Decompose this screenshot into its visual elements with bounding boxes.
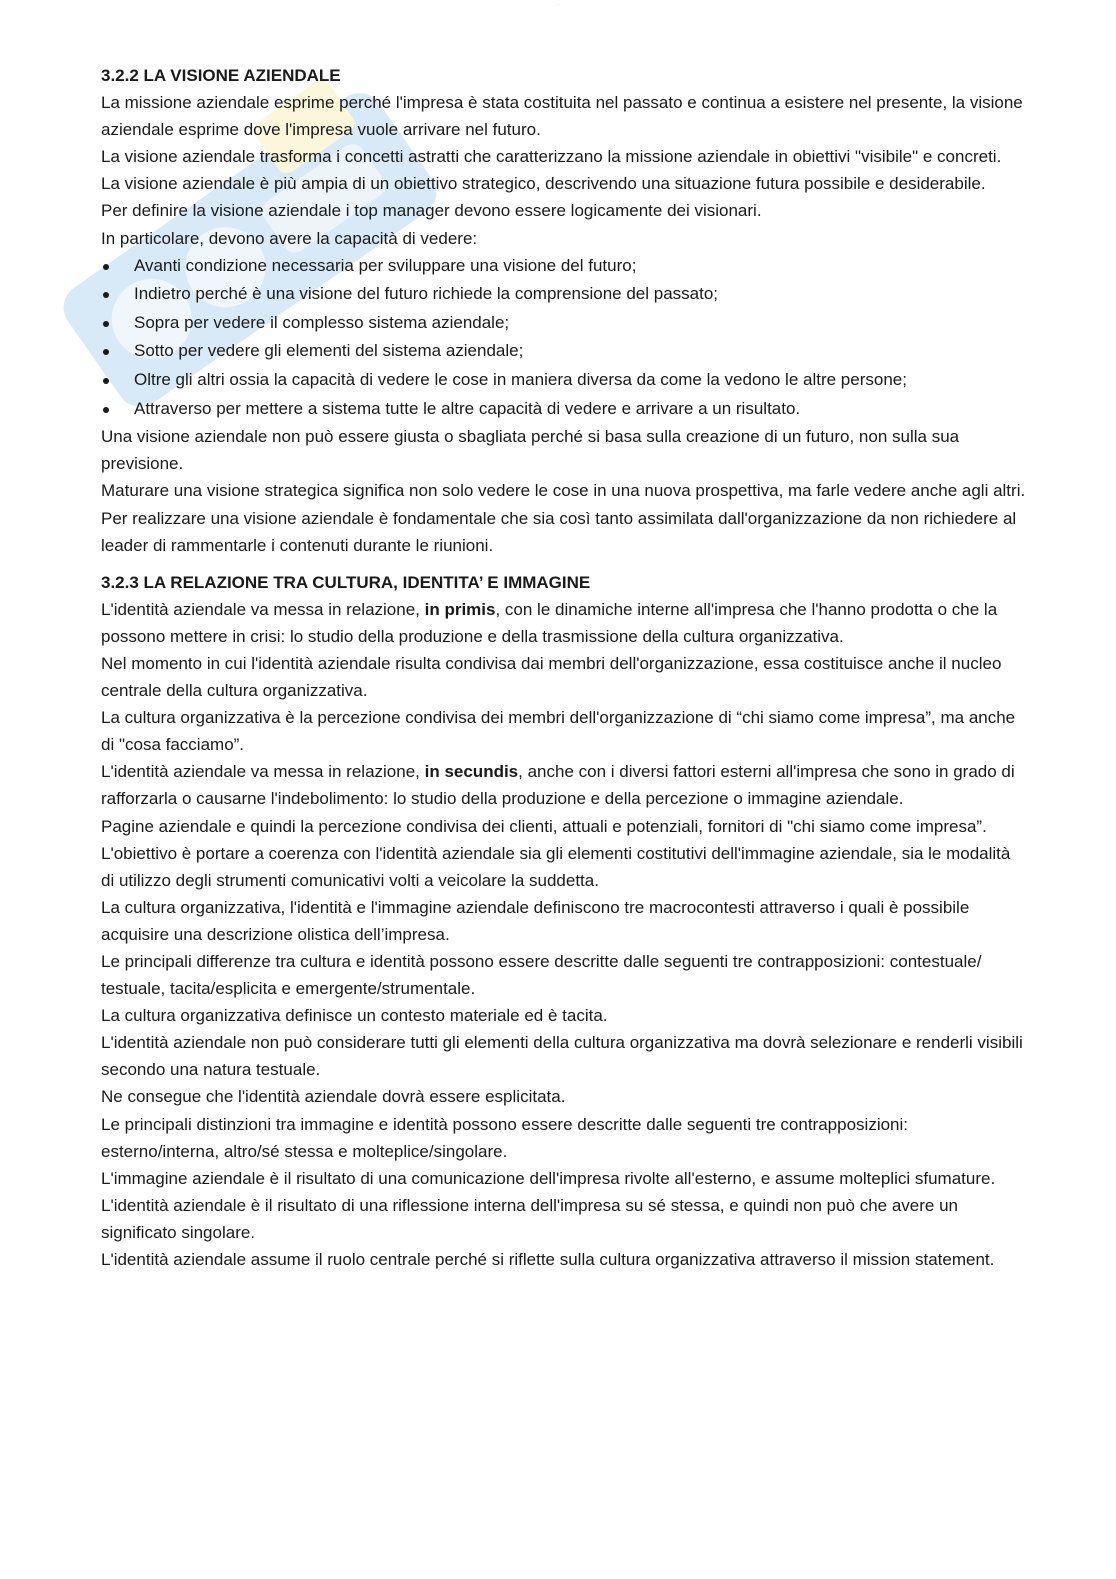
text-run: L'identità aziendale va messa in relazione, <box>101 599 425 619</box>
list-item <box>101 309 1026 338</box>
list-item <box>101 366 1026 395</box>
paragraph: La cultura organizzativa, l'identità e l'immagine aziendale definiscono tre macrocontesti attraverso i quali è possibile acquisire una descrizione olistica dell’impresa. <box>101 897 970 944</box>
paragraph: L'immagine aziendale è il risultato di una comunicazione dell'impresa rivolte all'esterno, e assume molteplici sfumature. <box>101 1168 996 1188</box>
paragraph <box>101 758 1026 812</box>
paragraph: Per realizzare una visione aziendale è fondamentale che sia così tanto assimilata dall'organizzazione da non richiedere al leader di rammentarle i contenuti durante le riunioni. <box>101 508 1017 555</box>
paragraph: Le principali differenze tra cultura e identità possono essere descritte dalle seguenti tre contrapposizioni: contestuale/ testuale, tacita/esplicita e emergente/strumentale. <box>101 952 982 999</box>
paragraph: Una visione aziendale non può essere giusta o sbagliata perché si basa sulla creazione di un futuro, non sulla sua previsione. <box>101 427 960 474</box>
section-1-paragraphs-b <box>101 423 1026 558</box>
bullet-icon <box>103 292 109 298</box>
bullet-icon <box>103 264 109 270</box>
paragraph: Le principali distinzioni tra immagine e identità possono essere descritte dalle seguenti tre contrapposizioni: esterno/interna, altro/sé stessa e molteplice/singolare. <box>101 1114 909 1161</box>
list-item-text: Sotto per vedere gli elementi del sistema aziendale; <box>134 341 524 361</box>
paragraph: L'identità aziendale è il risultato di una riflessione interna dell'impresa su sé stessa, e quindi non può che avere un significato singolare. <box>101 1195 959 1242</box>
section-heading-visione: 3.2.2 LA VISIONE AZIENDALE <box>101 66 341 85</box>
paragraph: L'identità aziendale non può considerare tutti gli elementi della cultura organizzativa ma dovrà selezionare e renderli visibili secondo una natura testuale. <box>101 1033 1023 1080</box>
list-item-text: Sopra per vedere il complesso sistema aziendale; <box>134 312 510 332</box>
bullet-icon <box>103 321 109 327</box>
bullet-icon <box>103 407 109 413</box>
section-gap <box>101 559 1026 569</box>
paragraph: Nel momento in cui l'identità aziendale risulta condivisa dai membri dell'organizzazione, essa costituisce anche il nucleo centrale della cultura organizzativa. <box>101 653 1002 701</box>
paragraph: La missione aziendale esprime perché l'impresa è stata costituita nel passato e continua a esistere nel presente, la visione aziendale esprime dove l'impresa vuole arrivare nel futuro. <box>101 93 1023 140</box>
list-item <box>101 337 1026 366</box>
list-item <box>101 280 1026 309</box>
text-run: , anche con i diversi fattori esterni all'impresa che sono in grado di rafforzarla o causarne l'indebolimento: lo studio della produzione e della percezione o immagine aziendale. <box>101 762 1015 809</box>
paragraph: La visione aziendale trasforma i concetti astratti che caratterizzano la missione aziendale in obiettivi "visibile" e concreti. <box>101 147 1002 167</box>
paragraph: Ne consegue che l'identità aziendale dovrà essere esplicitata. <box>101 1087 566 1107</box>
paragraph: Maturare una visione strategica significa non solo vedere le cose in una nuova prospettiva, ma farle vedere anche agli altri. <box>101 481 1026 501</box>
list-item-text: Oltre gli altri ossia la capacità di vedere le cose in maniera diversa da come la vedono le altre persone; <box>134 370 907 390</box>
paragraph: In particolare, devono avere la capacità di vedere: <box>101 228 478 248</box>
text-run: , con le dinamiche interne all'impresa che l'hanno prodotta o che la possono mettere in crisi: lo studio della produzione e della trasmissione della cultura organizzativa. <box>101 599 998 646</box>
bullet-icon <box>103 349 109 355</box>
top-header-mark: ····· <box>555 2 561 6</box>
paragraph: Per definire la visione aziendale i top manager devono essere logicamente dei visionari. <box>101 201 762 221</box>
list-item-text: Avanti condizione necessaria per sviluppare una visione del futuro; <box>134 255 637 275</box>
vision-capabilities-list <box>101 252 1026 424</box>
paragraph: La visione aziendale è più ampia di un obiettivo strategico, descrivendo una situazione futura possibile e desiderabile. <box>101 174 986 194</box>
list-item <box>101 395 1026 424</box>
list-item-text: Attraverso per mettere a sistema tutte le altre capacità di vedere e arrivare a un risultato. <box>134 398 801 418</box>
text-run: L'identità aziendale va messa in relazione, <box>101 762 425 782</box>
bold-term: in secundis <box>424 762 519 782</box>
paragraph: La cultura organizzativa è la percezione condivisa dei membri dell'organizzazione di “chi siamo come impresa”, ma anche di "cosa facciamo”. <box>101 708 1016 755</box>
bold-term: in primis <box>424 599 496 619</box>
bullet-icon <box>103 378 109 384</box>
paragraph <box>101 596 1026 650</box>
paragraph: L'identità aziendale assume il ruolo centrale perché si riflette sulla cultura organizzativa attraverso il mission statement. <box>101 1250 995 1270</box>
section-1-paragraphs-a <box>101 89 1026 252</box>
paragraph: Pagine aziendale e quindi la percezione condivisa dei clienti, attuali e potenziali, fornitori di "chi siamo come impresa”. <box>101 816 987 836</box>
document-page <box>101 62 1026 1273</box>
paragraph: L'obiettivo è portare a coerenza con l'identità aziendale sia gli elementi costitutivi dell'immagine aziendale, sia le modalità di utilizzo degli strumenti comunicativi volti a veicolare la suddetta. <box>101 843 1011 890</box>
paragraph: La cultura organizzativa definisce un contesto materiale ed è tacita. <box>101 1006 608 1026</box>
list-item <box>101 252 1026 281</box>
section-heading-relazione: 3.2.3 LA RELAZIONE TRA CULTURA, IDENTITA’ E IMMAGINE <box>101 572 591 592</box>
list-item-text: Indietro perché è una visione del futuro richiede la comprensione del passato; <box>134 284 719 304</box>
